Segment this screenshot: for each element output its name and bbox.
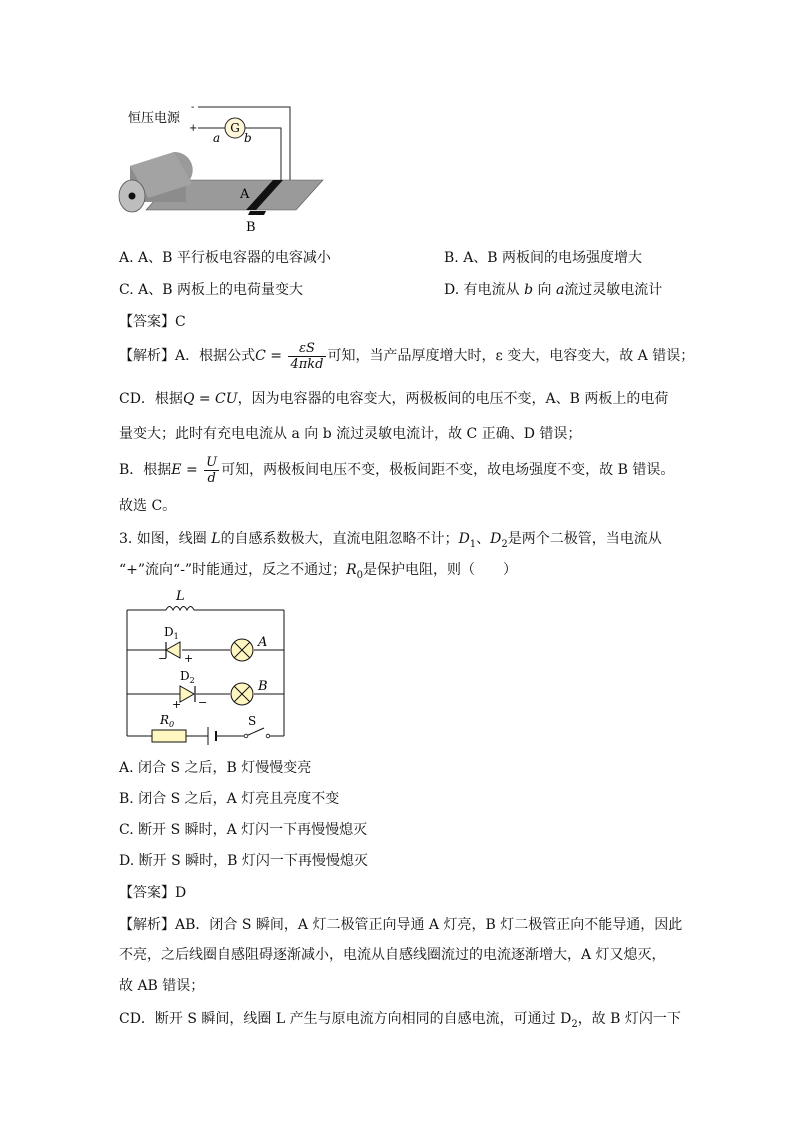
q3-explanation-line1: 【解析】AB．闭合 S 瞬间，A 灯二极管正向导通 A 灯亮，B 灯二极管正向不能导通，因此 [119, 917, 683, 933]
q2-option-c: C. A、B 两板上的电荷量变大 [119, 282, 303, 298]
q2-explanation-line4: B．根据E = $\frac{U}{d}$ 可知，两极板间电压不变，极板间距不变，故电场强度不变，故 B 错误。 [119, 454, 675, 486]
q3-explanation-line2: 不亮，之后线圈自感阻碍逐渐减小，电流从自感线圈流过的电流逐渐增大，A 灯又熄灭， [119, 947, 666, 963]
q3-stem-line2: “+”流向“-”时能通过，反之不通过；$R_0$是保护电阻，则（ ） [119, 562, 518, 581]
d1-label: $D_1$ [164, 625, 179, 641]
q3-stem-line1: 3. 如图，线圈 L的自感系数极大，直流电阻忽略不计；$D_1$、$D_2$是两个二极管，当电流从 [119, 531, 662, 550]
galvanometer-label: G [230, 121, 240, 135]
field-fraction: $\frac{U}{d}$ [206, 454, 218, 486]
q2-option-a: A. A、B 平行板电容器的电容减小 [119, 250, 331, 266]
q3-option-b: B. 闭合 S 之后，A 灯亮且亮度不变 [119, 791, 340, 807]
r0-label: $R_0$ [160, 713, 175, 729]
d2-label: $D_2$ [180, 669, 195, 685]
q3-answer: 【答案】D [119, 885, 187, 901]
q2-answer: 【答案】C [119, 314, 186, 330]
q3-option-a: A. 闭合 S 之后，B 灯慢慢变亮 [119, 760, 312, 776]
d1-plus: + [184, 652, 194, 665]
q3-explanation-line4: CD．断开 S 瞬间，线圈 L 产生与原电流方向相同的自感电流，可通过 $D_2$，故 B 灯闪一下 [119, 1011, 681, 1030]
q3-explanation-line3: 故 AB 错误； [119, 978, 205, 994]
q2-option-d: D. 有电流从 b 向 a流过灵敏电流计 [444, 282, 663, 298]
capacitance-fraction: $\frac{\varepsilon S}{\text{4πkd}}$ [290, 340, 324, 372]
q2-explanation-line2: CD．根据Q = CU，因为电容器的电容变大，两极板间的电压不变，A、B 两板上的电荷 [119, 391, 669, 407]
capacitor-thickness-figure [118, 98, 338, 238]
d2-minus: − [198, 696, 208, 709]
point-b-label: b [244, 131, 252, 145]
q3-option-c: C. 断开 S 瞬时，A 灯闪一下再慢慢熄灭 [119, 822, 368, 838]
plate-a-label: A [240, 187, 250, 202]
inductor-label: L [176, 589, 185, 604]
d2-plus: + [172, 698, 182, 711]
lamp-a-label: A [258, 635, 268, 650]
source-plus: + [189, 123, 198, 134]
q2-explanation-line3: 量变大；此时有充电电流从 a 向 b 流过灵敏电流计，故 C 正确、D 错误； [119, 426, 582, 442]
d1-minus: − [158, 652, 168, 665]
q2-option-b: B. A、B 两板间的电场强度增大 [444, 250, 643, 266]
lamp-b-label: B [258, 679, 268, 694]
q2-explanation-line1: 【解析】A．根据公式C = $\frac{\varepsilon S}{\text{4πkd}}$ 可知，当产品厚度增大时，ε 变大，电容变大，故 A 错误； [119, 340, 695, 372]
inductor-diode-circuit [118, 588, 294, 748]
switch-label: S [248, 714, 257, 728]
q3-option-d: D. 断开 S 瞬时，B 灯闪一下再慢慢熄灭 [119, 853, 368, 869]
q2-explanation-line5: 故选 C。 [119, 498, 177, 514]
point-a-label: a [213, 131, 221, 145]
plate-b-label: B [246, 220, 256, 235]
source-minus: - [191, 102, 195, 113]
source-label: 恒压电源 [128, 111, 181, 126]
